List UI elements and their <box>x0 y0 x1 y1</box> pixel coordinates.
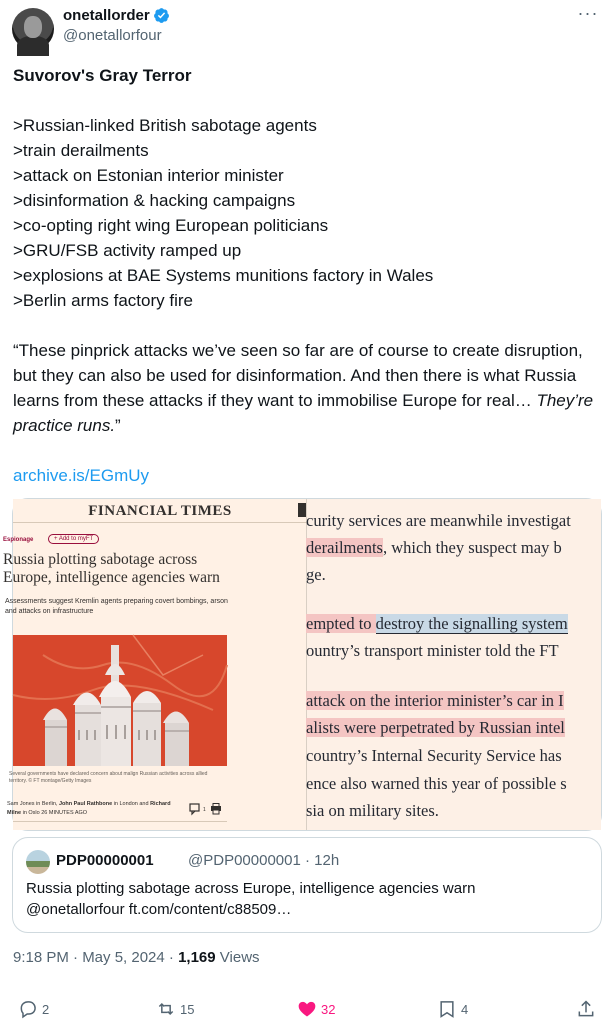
ft-topic-tag: Espionage <box>3 537 34 543</box>
article-line <box>306 538 562 558</box>
ft-add-button: + Add to myFT <box>48 534 99 544</box>
ft-masthead: FINANCIAL TIMES <box>13 499 307 523</box>
ft-byline-mid: in London and <box>112 801 151 807</box>
quoted-display-name: PDP00000001 <box>56 852 154 869</box>
ft-standfirst-text: Assessments suggest Kremlin agents preparing covert bombings, arson and attacks on infrastructure <box>5 598 228 615</box>
ft-headline <box>3 551 233 587</box>
list-item: >GRU/FSB activity ramped up <box>13 241 242 260</box>
tweet-list <box>13 113 598 313</box>
like-icon <box>297 999 317 1019</box>
ft-divider <box>13 821 227 822</box>
tweet-title: Suvorov's Gray Terror <box>13 66 192 85</box>
list-item: >disinformation & hacking campaigns <box>13 191 296 210</box>
tweet-link[interactable]: archive.is/EGmUy <box>13 466 150 485</box>
bookmark-count: 4 <box>461 1001 469 1017</box>
article-highlight: empted to <box>306 614 376 633</box>
quoted-avatar <box>26 850 50 874</box>
article-excerpt[interactable] <box>307 499 601 830</box>
article-highlight: derailments <box>306 538 383 557</box>
repost-count: 15 <box>180 1001 195 1017</box>
reply-icon <box>18 999 38 1019</box>
like-count: 32 <box>321 1001 336 1017</box>
tweet-quote-end: ” <box>115 416 121 435</box>
tweet-quote-italic: They’re practice runs. <box>13 391 594 435</box>
article-text: , which they suspect may b <box>382 538 562 557</box>
article-line: curity services are meanwhile investigat <box>306 511 571 530</box>
share-button[interactable] <box>576 999 596 1019</box>
repost-button[interactable] <box>156 999 194 1019</box>
article-line: ge. <box>306 565 326 584</box>
tweet-meta <box>13 949 260 966</box>
article-line: ountry’s transport minister told the FT <box>306 641 559 660</box>
ft-byline-suffix: in Oslo 26 MINUTES AGO <box>21 810 88 816</box>
list-item: >train derailments <box>13 141 149 160</box>
article-line <box>306 691 564 711</box>
quoted-text-line: @onetallorfour ft.com/content/c88509… <box>26 901 292 918</box>
article-line: country’s Internal Security Service has <box>306 746 562 765</box>
svg-text:1: 1 <box>203 807 206 813</box>
list-item: >Russian-linked British sabotage agents <box>13 116 317 135</box>
article-line <box>306 718 565 738</box>
quoted-tweet[interactable] <box>12 837 602 933</box>
ft-caption-text: Several governments have declared concern about malign Russian activities across allied territory. © FT montage/Getty Images <box>9 771 208 784</box>
quoted-text-line: Russia plotting sabotage across Europe, intelligence agencies warn <box>26 880 476 897</box>
article-highlight: attack on the interior minister’s car in I <box>306 691 564 710</box>
tweet-quote-text: “These pinprick attacks we’ve seen so far are of course to create disruption, but they can also be used for disinformation. And then there is what Russia learns from these attacks if they want to immobilise Europe for real… <box>13 341 583 410</box>
like-button[interactable] <box>297 999 335 1019</box>
article-highlight: alists were perpetrated by Russian intel <box>306 718 565 737</box>
bookmark-button[interactable] <box>437 999 468 1019</box>
views-count: 1,169 <box>178 949 216 966</box>
author-display-name-row[interactable] <box>63 7 170 24</box>
list-item: >co-opting right wing European politicians <box>13 216 329 235</box>
bookmark-icon <box>437 999 457 1019</box>
more-icon[interactable]: ··· <box>577 3 599 23</box>
quoted-text <box>26 878 586 920</box>
quoted-handle: @PDP00000001 · 12h <box>188 852 340 869</box>
ft-article-icons <box>189 802 229 814</box>
ft-image-caption <box>9 771 223 785</box>
tweet-header <box>12 3 602 50</box>
list-item: >explosions at BAE Systems munitions factory in Wales <box>13 266 434 285</box>
action-bar <box>0 995 613 1015</box>
ft-byline-prefix: Sam Jones in Berlin, <box>7 801 59 807</box>
reply-count: 2 <box>42 1001 50 1017</box>
ft-headline-text: Russia plotting sabotage across Europe, intelligence agencies warn <box>3 551 220 586</box>
tweet-media[interactable] <box>3 498 602 831</box>
article-line <box>306 614 568 634</box>
tweet-timestamp[interactable]: 9:18 PM · May 5, 2024 · <box>13 949 179 966</box>
comment-icon <box>189 803 229 815</box>
list-item: >attack on Estonian interior minister <box>13 166 284 185</box>
tweet-text <box>13 63 598 488</box>
repost-icon <box>156 999 176 1019</box>
list-item: >Berlin arms factory fire <box>13 291 193 310</box>
kremlin-image <box>13 635 227 766</box>
ft-byline <box>7 800 177 818</box>
article-line: ence also warned this year of possible s <box>306 774 567 793</box>
verified-icon <box>153 7 170 24</box>
share-icon <box>576 999 596 1019</box>
author-handle[interactable]: @onetallorfour <box>63 27 162 44</box>
ft-byline-author1: John Paul Rathbone <box>58 801 113 807</box>
article-line: sia on military sites. <box>306 801 439 820</box>
views-label: Views <box>215 949 260 966</box>
reply-button[interactable] <box>18 999 49 1019</box>
article-highlight-link: destroy the signalling system <box>375 614 568 633</box>
author-avatar[interactable] <box>12 8 54 50</box>
tweet-quote <box>13 338 598 438</box>
ft-byline-author2: Richard Milne <box>7 801 171 816</box>
ft-screenshot[interactable] <box>3 499 307 830</box>
ft-standfirst <box>5 597 235 617</box>
ft-corner-marker <box>298 503 306 517</box>
kremlin-illustration <box>13 635 227 766</box>
author-display-name[interactable]: onetallorder <box>63 7 150 24</box>
